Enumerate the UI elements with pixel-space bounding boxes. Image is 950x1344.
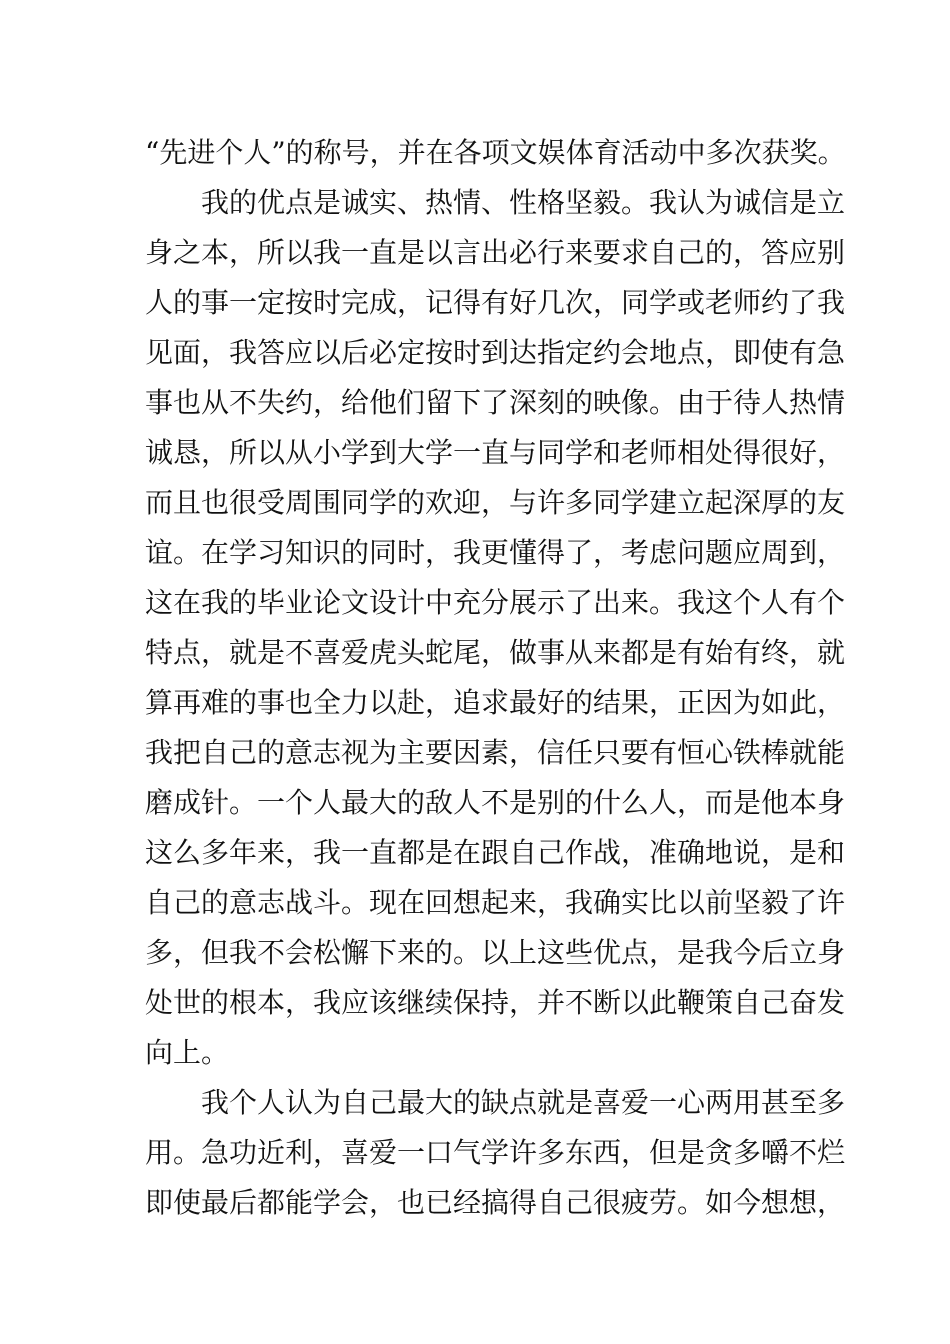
text-line: 这么多年来，我一直都是在跟自己作战，准确地说，是和 (145, 836, 846, 869)
text-line: 身之本，所以我一直是以言出必行来要求自己的，答应别 (145, 236, 846, 269)
text-line: 我把自己的意志视为主要因素，信任只要有恒心铁棒就能 (145, 736, 846, 769)
text-line: 算再难的事也全力以赴，追求最好的结果，正因为如此， (145, 686, 846, 719)
body-text (145, 128, 846, 1228)
text-line: 诚恳，所以从小学到大学一直与同学和老师相处得很好， (145, 436, 846, 469)
paragraph-end-line: 向上。 (145, 1036, 230, 1069)
text-line: 人的事一定按时完成，记得有好几次，同学或老师约了我 (145, 286, 846, 319)
text-line: 这在我的毕业论文设计中充分展示了出来。我这个人有个 (145, 586, 846, 619)
text-line: 谊。在学习知识的同时，我更懂得了，考虑问题应周到， (145, 536, 846, 569)
text-line: 自己的意志战斗。现在回想起来，我确实比以前坚毅了许 (145, 886, 846, 919)
text-line: 特点，就是不喜爱虎头蛇尾，做事从来都是有始有终，就 (145, 636, 846, 669)
text-line: 磨成针。一个人最大的敌人不是别的什么人，而是他本身 (145, 786, 846, 819)
text-line: 用。急功近利，喜爱一口气学许多东西，但是贪多嚼不烂 (145, 1136, 846, 1169)
paragraph-start-line: 我的优点是诚实、热情、性格坚毅。我认为诚信是立 (201, 186, 846, 219)
paragraph-start-line: 我个人认为自己最大的缺点就是喜爱一心两用甚至多 (201, 1086, 846, 1119)
text-line: 处世的根本，我应该继续保持，并不断以此鞭策自己奋发 (145, 986, 846, 1019)
text-line: 而且也很受周围同学的欢迎，与许多同学建立起深厚的友 (145, 486, 846, 519)
text-line: 多，但我不会松懈下来的。以上这些优点，是我今后立身 (145, 936, 846, 969)
text-line: 见面，我答应以后必定按时到达指定约会地点，即使有急 (145, 336, 846, 369)
text-line: “先进个人”的称号，并在各项文娱体育活动中多次获奖。 (145, 136, 846, 169)
text-line: 即使最后都能学会，也已经搞得自己很疲劳。如今想想， (145, 1186, 846, 1219)
text-line: 事也从不失约，给他们留下了深刻的映像。由于待人热情 (145, 386, 846, 419)
